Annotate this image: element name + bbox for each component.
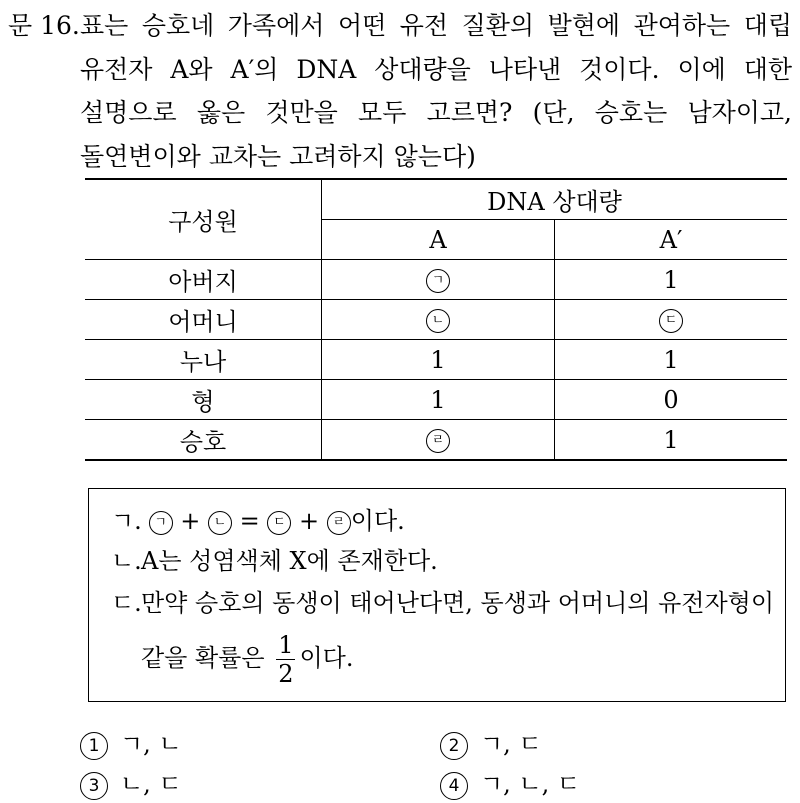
circled-mark: ㄷ	[659, 309, 683, 333]
statement-2-text: A는 성염색체 X에 존재한다.	[141, 547, 438, 575]
circled-mark: ㄹ	[426, 429, 450, 453]
a-cell	[322, 300, 555, 340]
member-cell: 누나	[85, 340, 322, 380]
choice-number: 3	[80, 772, 108, 800]
header-a-prime: A′	[555, 220, 788, 260]
circled-mark: ㄷ	[267, 511, 291, 535]
a-prime-cell: 1	[555, 260, 788, 300]
question-line-1: 표는 승호네 가족에서 어떤 유전 질환의 발현에 관여하는 대립	[80, 11, 792, 40]
member-cell: 형	[85, 380, 322, 420]
table-row	[85, 300, 787, 340]
choice-text: ㄱ, ㄷ	[480, 730, 542, 758]
fraction	[276, 631, 295, 688]
statement-box	[88, 488, 786, 702]
statement-3-line-1: 만약 승호의 동생이 태어난다면, 동생과 어머니의 유전자형이	[141, 589, 775, 617]
header-dna: DNA 상대량	[322, 179, 788, 220]
choice-4[interactable]	[440, 764, 580, 800]
statement-3	[111, 583, 774, 618]
header-a: A	[322, 220, 555, 260]
circled-mark: ㄴ	[426, 309, 450, 333]
table-row	[85, 420, 787, 461]
table-row	[85, 380, 787, 420]
question-number: 문 16.	[8, 11, 80, 40]
a-cell	[322, 260, 555, 300]
statement-3-mark: ㄷ.	[111, 589, 142, 617]
table-row	[85, 340, 787, 380]
choice-number: 1	[80, 732, 108, 760]
question-line-2: 유전자 A와 A′의 DNA 상대량을 나타낸 것이다. 이에 대한	[80, 55, 792, 84]
operator: +	[172, 507, 209, 535]
a-prime-cell: 1	[555, 340, 788, 380]
operator: =	[232, 507, 268, 535]
a-prime-cell	[555, 300, 788, 340]
statement-1	[111, 501, 405, 536]
dna-table	[85, 178, 787, 461]
choice-text: ㄱ, ㄴ	[120, 730, 182, 758]
a-cell: 1	[322, 340, 555, 380]
table-row	[85, 260, 787, 300]
statement-3-pre: 같을 확률은	[141, 644, 265, 672]
statement-2-mark: ㄴ.	[111, 547, 142, 575]
choice-number: 2	[440, 732, 468, 760]
header-member: 구성원	[85, 179, 322, 260]
fraction-numerator: 1	[278, 631, 294, 659]
question-line-4: 돌연변이와 교차는 고려하지 않는다)	[80, 142, 476, 171]
choice-2[interactable]	[440, 724, 542, 760]
member-cell: 어머니	[85, 300, 322, 340]
choice-number: 4	[440, 772, 468, 800]
operator: +	[291, 507, 327, 535]
fraction-denominator: 2	[278, 660, 294, 688]
choice-text: ㄴ, ㄷ	[120, 770, 182, 798]
a-cell: 1	[322, 380, 555, 420]
statement-1-suffix: 이다.	[350, 507, 405, 535]
question-line-3: 설명으로 옳은 것만을 모두 고르면? (단, 승호는 남자이고,	[80, 98, 792, 127]
member-cell: 아버지	[85, 260, 322, 300]
choice-3[interactable]	[80, 764, 182, 800]
a-cell	[322, 420, 555, 461]
circled-mark: ㄹ	[327, 511, 351, 535]
circled-mark: ㄱ	[426, 269, 450, 293]
statement-3-line-2	[141, 631, 353, 688]
choice-1[interactable]	[80, 724, 182, 760]
statement-1-mark: ㄱ.	[111, 507, 142, 535]
statement-2	[111, 541, 438, 576]
statement-3-post: 이다.	[299, 644, 354, 672]
a-prime-cell: 1	[555, 420, 788, 461]
circled-mark: ㄱ	[149, 511, 173, 535]
a-prime-cell: 0	[555, 380, 788, 420]
choice-text: ㄱ, ㄴ, ㄷ	[480, 770, 581, 798]
member-cell: 승호	[85, 420, 322, 461]
circled-mark: ㄴ	[208, 511, 232, 535]
